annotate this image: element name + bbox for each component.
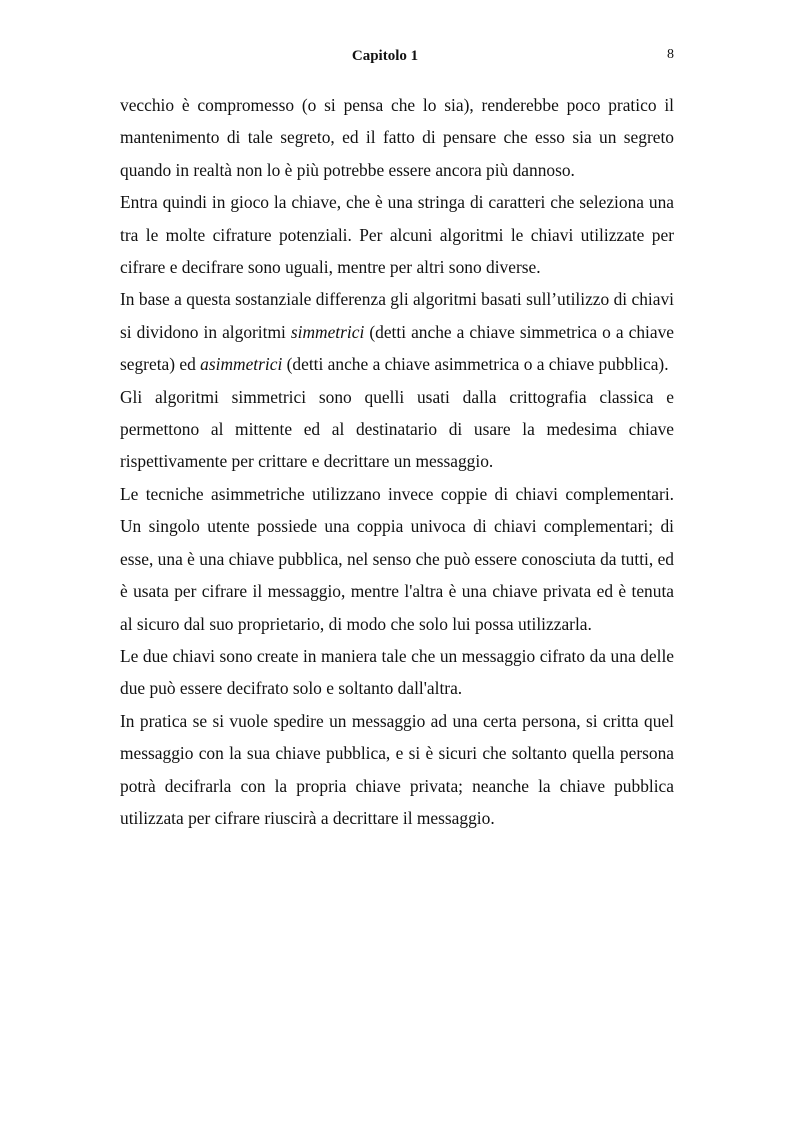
body-text — [120, 89, 674, 834]
paragraph-3-part-1: In base a questa sostanziale differenza gli algoritmi basati sull’utilizzo di chiavi si dividono in algoritmi — [120, 289, 674, 342]
paragraph-2: Entra quindi in gioco la chiave, che è una stringa di caratteri che seleziona una tra le molte cifrature potenziali. Per alcuni algoritmi le chiavi utilizzate per cifrare e decifrare sono uguali, mentre per altri sono diverse. — [120, 192, 674, 278]
paragraph-7: In pratica se si vuole spedire un messaggio ad una certa persona, si critta quel messaggio con la sua chiave pubblica, e si è sicuri che soltanto quella persona potrà decifrarla con la propria chiave privata; neanche la chiave pubblica utilizzata per cifrare riuscirà a decrittare il messaggio. — [120, 710, 674, 828]
paragraph-4: Gli algoritmi simmetrici sono quelli usati dalla crittografia classica e permettono al mittente ed al destinatario di usare la medesima chiave rispettivamente per crittare e decrittare un messaggio. — [120, 386, 674, 472]
term-simmetrici: simmetrici — [290, 321, 365, 342]
term-asimmetrici: asimmetrici — [200, 354, 283, 375]
paragraph-6: Le due chiavi sono create in maniera tale che un messaggio cifrato da una delle due può essere decifrato solo e soltanto dall'altra. — [120, 645, 674, 699]
paragraph-3-part-3: (detti anche a chiave asimmetrica o a chiave pubblica). — [282, 354, 669, 375]
paragraph-5: Le tecniche asimmetriche utilizzano invece coppie di chiavi complementari. Un singolo utente possiede una coppia univoca di chiavi complementari; di esse, una è una chiave pubblica, nel senso che può essere conosciuta da tutti, ed è usata per cifrare il messaggio, mentre l'altra è una chiave privata ed è tenuta al sicuro dal suo proprietario, di modo che solo lui possa utilizzarla. — [120, 483, 674, 634]
paragraph-1: vecchio è compromesso (o si pensa che lo sia), renderebbe poco pratico il mantenimento di tale segreto, ed il fatto di pensare che esso sia un segreto quando in realtà non lo è più potrebbe essere ancora più dannoso. — [120, 95, 674, 180]
paragraph-3-part-2: (detti anche a chiave simmetrica o a chiave segreta) ed — [120, 321, 675, 375]
paragraph-3 — [120, 283, 674, 380]
page-number: 8 — [667, 47, 674, 62]
chapter-title: Capitolo 1 — [351, 48, 419, 64]
